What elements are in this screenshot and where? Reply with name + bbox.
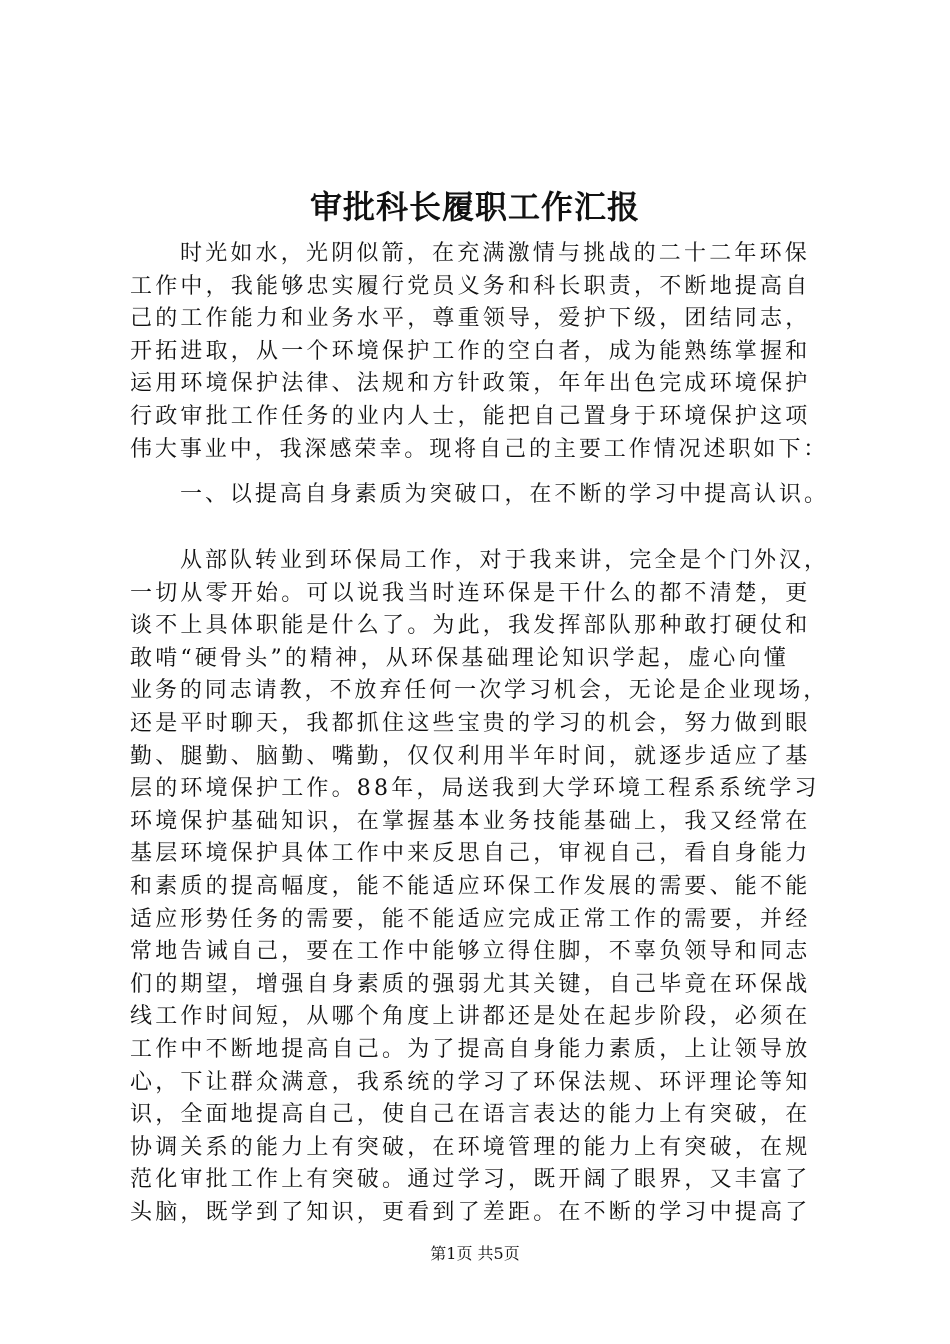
text-line: 线工作时间短，从哪个角度上讲都还是处在起步阶段，必须在 xyxy=(130,1004,811,1030)
paragraph-intro xyxy=(130,238,830,466)
paragraph-study xyxy=(130,545,830,1229)
text-line: 适应形势任务的需要，能不能适应完成正常工作的需要，并经 xyxy=(130,906,811,932)
text-line: 常地告诫自己，要在工作中能够立得住脚，不辜负领导和同志 xyxy=(130,939,811,965)
text-line: 基层环境保护具体工作中来反思自己，审视自己，看自身能力 xyxy=(130,841,811,867)
text-line: 伟大事业中，我深感荣幸。现将自己的主要工作情况述职如下： xyxy=(130,436,829,462)
text-line: 和素质的提高幅度，能不能适应环保工作发展的需要、能不能 xyxy=(130,873,811,899)
text-line: 工作中不断地提高自己。为了提高自身能力素质，上让领导放 xyxy=(130,1036,811,1062)
text-line: 业务的同志请教，不放弃任何一次学习机会，无论是企业现场， xyxy=(130,678,829,704)
page-footer: 第1页 共5页 xyxy=(430,1244,520,1263)
text-line: 头脑，既学到了知识，更看到了差距。在不断的学习中提高了 xyxy=(130,1199,811,1225)
text-line: 从部队转业到环保局工作，对于我来讲，完全是个门外汉， xyxy=(180,548,829,573)
text-line: 敢啃“硬骨头”的精神，从环保基础理论知识学起，虚心向懂 xyxy=(130,645,789,671)
text-line: 还是平时聊天，我都抓住这些宝贵的学习的机会，努力做到眼 xyxy=(130,710,811,736)
text-line: 协调关系的能力上有突破，在环境管理的能力上有突破，在规 xyxy=(130,1134,811,1160)
text-line: 时光如水，光阴似箭，在充满激情与挑战的二十二年环保 xyxy=(180,241,811,266)
text-line: 开拓进取，从一个环境保护工作的空白者，成为能熟练掌握和 xyxy=(130,338,811,364)
text-line: 行政审批工作任务的业内人士，能把自己置身于环境保护这项 xyxy=(130,403,811,429)
section-heading xyxy=(130,479,830,512)
text-line: 环境保护基础知识，在掌握基本业务技能基础上，我又经常在 xyxy=(130,808,811,834)
text-line: 识，全面地提高自己，使自己在语言表达的能力上有突破，在 xyxy=(130,1102,811,1128)
text-line: 运用环境保护法律、法规和方针政策，年年出色完成环境保护 xyxy=(130,371,811,397)
text-line: 工作中，我能够忠实履行党员义务和科长职责，不断地提高自 xyxy=(130,273,811,299)
text-line: 己的工作能力和业务水平，尊重领导，爱护下级，团结同志， xyxy=(130,306,811,332)
text-line: 范化审批工作上有突破。通过学习，既开阔了眼界，又丰富了 xyxy=(130,1167,811,1193)
text-line: 心，下让群众满意，我系统的学习了环保法规、环评理论等知 xyxy=(130,1069,811,1095)
text-line: 谈不上具体职能是什么了。为此，我发挥部队那种敢打硬仗和 xyxy=(130,613,811,639)
section-heading-text: 一、以提高自身素质为突破口，在不断的学习中提高认识。 xyxy=(180,482,829,507)
text-line: 们的期望，增强自身素质的强弱尤其关键，自己毕竟在环保战 xyxy=(130,971,811,997)
text-line: 层的环境保护工作。88年，局送我到大学环境工程系系统学习 xyxy=(130,776,820,802)
text-line: 勤、腿勤、脑勤、嘴勤，仅仅利用半年时间，就逐步适应了基 xyxy=(130,743,811,769)
text-line: 一切从零开始。可以说我当时连环保是干什么的都不清楚，更 xyxy=(130,580,811,606)
document-title: 审批科长履职工作汇报 xyxy=(309,188,640,226)
